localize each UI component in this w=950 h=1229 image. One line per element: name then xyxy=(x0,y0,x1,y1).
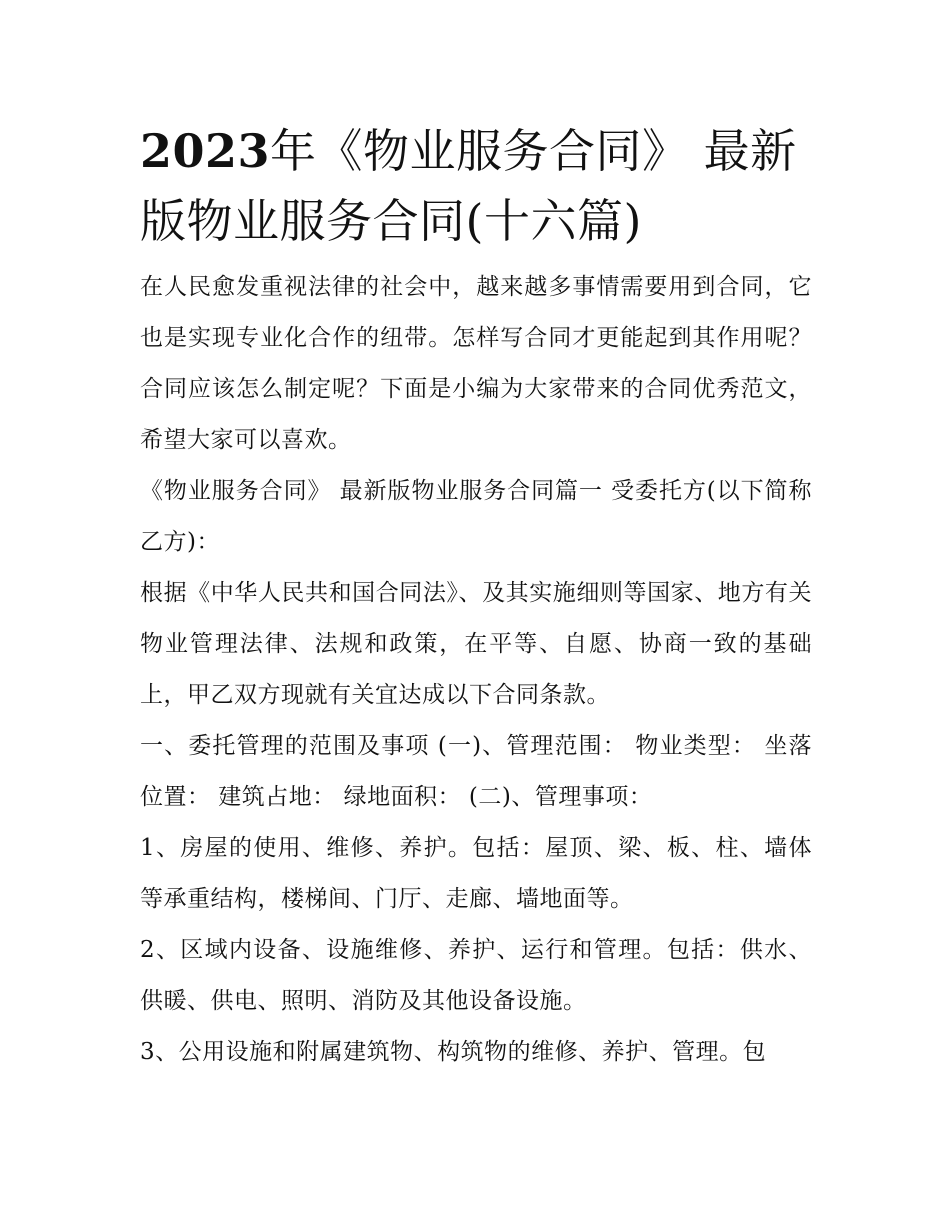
title-year: 2023 xyxy=(140,124,271,178)
document-page xyxy=(140,116,812,1078)
paragraph-item-3: 3、公用设施和附属建筑物、构筑物的维修、养护、管理。包 xyxy=(140,1039,767,1065)
paragraph-item-1: 1、房屋的使用、维修、养护。包括：屋顶、梁、板、柱、墙体等承重结构，楼梯间、门厅、走廊、墙地面等。 xyxy=(140,835,812,912)
title-text: 年《物业服务合同》 最新版物业服务合同(十六篇) xyxy=(140,124,797,248)
paragraph-item-2: 2、区域内设备、设施维修、养护、运行和管理。包括：供水、供暖、供电、照明、消防及其他设备设施。 xyxy=(140,937,812,1014)
paragraph-section-heading: 《物业服务合同》 最新版物业服务合同篇一 受委托方(以下简称乙方)： xyxy=(140,478,812,555)
document-title xyxy=(140,116,812,256)
paragraph-intro: 在人民愈发重视法律的社会中，越来越多事情需要用到合同，它也是实现专业化合作的纽带。怎样写合同才更能起到其作用呢？合同应该怎么制定呢？下面是小编为大家带来的合同优秀范文，希望大家可以喜欢。 xyxy=(140,274,812,453)
paragraph-basis: 根据《中华人民共和国合同法》、及其实施细则等国家、地方有关物业管理法律、法规和政策，在平等、自愿、协商一致的基础上，甲乙双方现就有关宜达成以下合同条款。 xyxy=(140,580,812,708)
paragraph-scope: 一、委托管理的范围及事项 (一)、管理范围： 物业类型： 坐落位置： 建筑占地： 绿地面积： (二)、管理事项： xyxy=(140,733,812,810)
